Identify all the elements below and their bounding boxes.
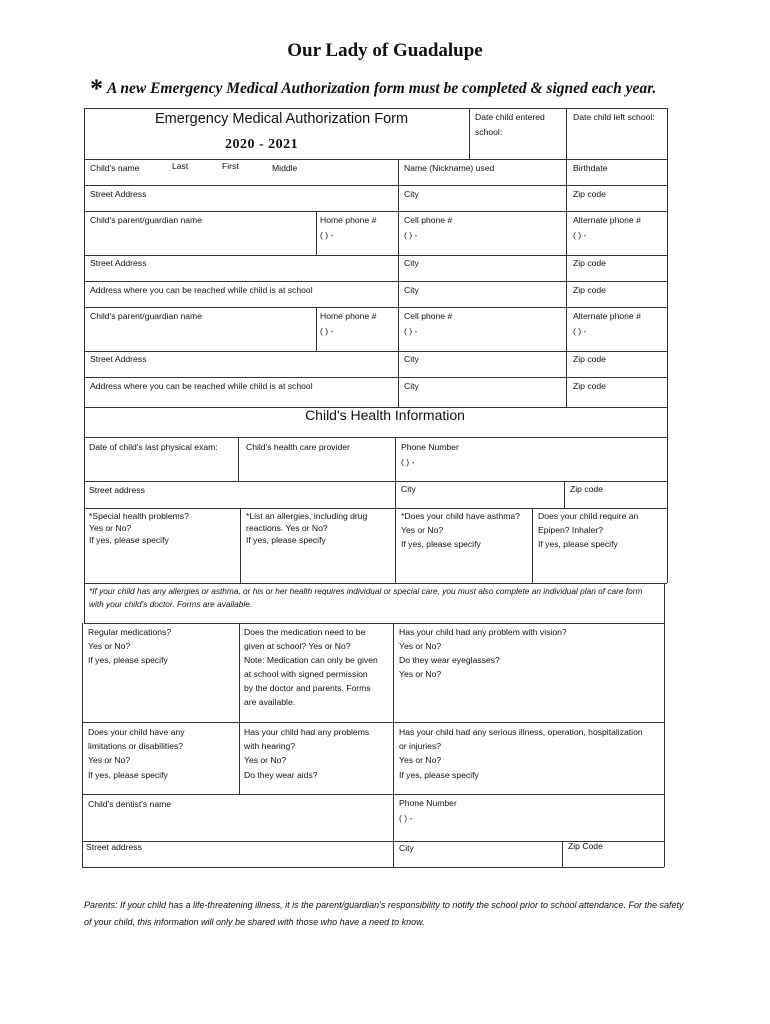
- care-plan-note: *If your child has any allergies or asthma, or his or her health requires individual or special care, you must also complete an individual plan of care form with your child's doctor. Forms are available.: [89, 586, 643, 609]
- allergies-line-3: If yes, please specify: [246, 535, 326, 545]
- home-phone-label-1: Home phone #: [320, 215, 377, 225]
- hearing-line-2: with hearing?: [244, 741, 296, 751]
- home-phone-blank-1: ( ) -: [320, 230, 334, 240]
- medications-line-3: If yes, please specify: [88, 655, 168, 665]
- zip-label-1: Zip code: [573, 189, 606, 199]
- vision-line-4: Yes or No?: [399, 669, 442, 679]
- dentist-street-label: Street address: [86, 842, 142, 852]
- cell-phone-blank-1: ( ) -: [404, 230, 418, 240]
- notice-text: A new Emergency Medical Authorization form must be completed & signed each year.: [107, 80, 657, 97]
- limitations-line-1: Does your child have any: [88, 727, 185, 737]
- dentist-phone-label: Phone Number: [399, 798, 457, 808]
- asthma-line-3: If yes, please specify: [401, 539, 481, 549]
- limitations-line-3: Yes or No?: [88, 755, 131, 765]
- date-left-label: Date child left school:: [573, 112, 655, 122]
- health-street-label: Street address: [89, 485, 145, 495]
- school-year: 2020 - 2021: [225, 137, 299, 152]
- date-entered-label: Date child entered school:: [475, 112, 545, 137]
- dentist-zip-label: Zip Code: [568, 841, 603, 851]
- allergies-line-2: reactions. Yes or No?: [246, 523, 328, 533]
- med-school-line-2: given at school? Yes or No?: [244, 641, 351, 651]
- epipen-line-3: If yes, please specify: [538, 539, 618, 549]
- zip-label-2: Zip code: [573, 258, 606, 268]
- med-school-line-5: by the doctor and parents. Forms: [244, 683, 371, 693]
- phone-number-blank: ( ) -: [401, 457, 415, 467]
- zip-label-3: Zip code: [573, 285, 606, 295]
- cell-phone-label-1: Cell phone #: [404, 215, 453, 225]
- first-label: First: [222, 161, 239, 171]
- epipen-line-2: Epipen? Inhaler?: [538, 525, 603, 535]
- vision-line-1: Has your child had any problem with vision?: [399, 627, 567, 637]
- med-school-line-1: Does the medication need to be: [244, 627, 366, 637]
- vision-line-3: Do they wear eyeglasses?: [399, 655, 500, 665]
- provider-label: Child's health care provider: [246, 442, 350, 452]
- city-label-3: City: [404, 285, 419, 295]
- zip-label-5: Zip code: [573, 381, 606, 391]
- asthma-line-1: *Does your child have asthma?: [401, 511, 520, 521]
- reach-address-label-1: Address where you can be reached while child is at school: [90, 285, 313, 295]
- illness-line-4: If yes, please specify: [399, 770, 479, 780]
- illness-line-3: Yes or No?: [399, 755, 442, 765]
- street-address-label-2: Street Address: [90, 258, 147, 268]
- med-school-line-4: at school with signed permission: [244, 669, 368, 679]
- medications-line-2: Yes or No?: [88, 641, 131, 651]
- special-problems-line-1: *Special health problems?: [89, 511, 189, 521]
- alt-phone-blank-1: ( ) -: [573, 230, 587, 240]
- special-problems-line-3: If yes, please specify: [89, 535, 169, 545]
- limitations-line-2: limitations or disabilities?: [88, 741, 184, 751]
- parent-name-label-1: Child's parent/guardian name: [90, 215, 202, 225]
- hearing-line-3: Yes or No?: [244, 755, 287, 765]
- dentist-label: Child's dentist's name: [88, 799, 172, 809]
- dentist-city-label: City: [399, 843, 414, 853]
- asthma-line-2: Yes or No?: [401, 525, 444, 535]
- special-problems-line-2: Yes or No?: [89, 523, 132, 533]
- hearing-line-4: Do they wear aids?: [244, 770, 318, 780]
- allergies-line-1: *List an allergies, including drug: [246, 511, 368, 521]
- limitations-line-4: If yes, please specify: [88, 770, 168, 780]
- city-label-2: City: [404, 258, 419, 268]
- last-label: Last: [172, 161, 189, 171]
- alt-phone-blank-2: ( ) -: [573, 326, 587, 336]
- city-label-1: City: [404, 189, 419, 199]
- illness-line-2: or injuries?: [399, 741, 442, 751]
- health-city-label: City: [401, 484, 416, 494]
- reach-address-label-2: Address where you can be reached while child is at school: [90, 381, 313, 391]
- street-address-label-1: Street Address: [90, 189, 147, 199]
- form-title: Emergency Medical Authorization Form: [155, 111, 409, 127]
- street-address-label-3: Street Address: [90, 354, 147, 364]
- parent-name-label-2: Child's parent/guardian name: [90, 311, 202, 321]
- home-phone-blank-2: ( ) -: [320, 326, 334, 336]
- page-title: Our Lady of Guadalupe: [287, 40, 483, 61]
- dentist-phone-blank: ( ) -: [399, 813, 413, 823]
- alt-phone-label-2: Alternate phone #: [573, 311, 641, 321]
- vision-line-2: Yes or No?: [399, 641, 442, 651]
- middle-label: Middle: [272, 163, 298, 173]
- nickname-label: Name (Nickname) used: [404, 163, 495, 173]
- phone-number-label: Phone Number: [401, 442, 459, 452]
- illness-line-1: Has your child had any serious illness, operation, hospitalization: [399, 727, 643, 737]
- cell-phone-blank-2: ( ) -: [404, 326, 418, 336]
- cell-phone-label-2: Cell phone #: [404, 311, 453, 321]
- asterisk-icon: *: [90, 74, 103, 103]
- footer-note: Parents: If your child has a life-threatening illness, it is the parent/guardian's responsibility to notify the school prior to school attendance. For the safety of your child, this information will only be shared with those who have a need to know.: [84, 900, 684, 927]
- health-section-title: Child's Health Information: [305, 407, 465, 423]
- epipen-line-1: Does your child require an: [538, 511, 639, 521]
- childs-name-label: Child's name: [90, 163, 140, 173]
- annual-notice: [90, 70, 657, 103]
- medications-line-1: Regular medications?: [88, 627, 172, 637]
- hearing-line-1: Has your child had any problems: [244, 727, 370, 737]
- birthdate-label: Birthdate: [573, 163, 608, 173]
- last-physical-label: Date of child's last physical exam:: [89, 442, 218, 452]
- zip-label-4: Zip code: [573, 354, 606, 364]
- med-school-line-6: are available.: [244, 697, 296, 707]
- alt-phone-label-1: Alternate phone #: [573, 215, 641, 225]
- city-label-4: City: [404, 354, 419, 364]
- city-label-5: City: [404, 381, 419, 391]
- home-phone-label-2: Home phone #: [320, 311, 377, 321]
- health-zip-label: Zip code: [570, 484, 603, 494]
- med-school-line-3: Note: Medication can only be given: [244, 655, 378, 665]
